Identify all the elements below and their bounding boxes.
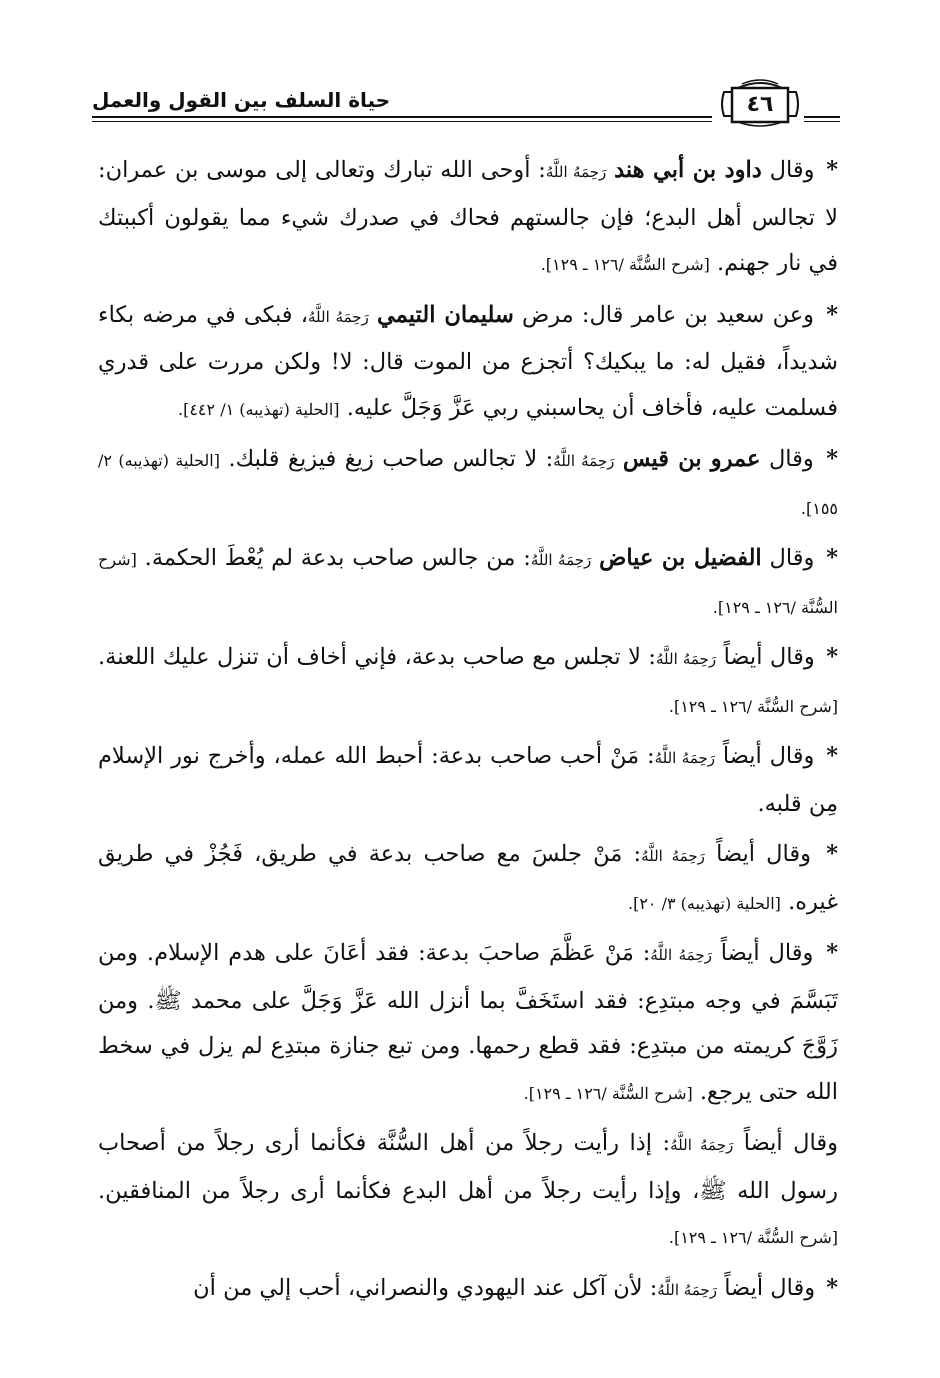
honorific: رَحِمَهُ اللَّهُ xyxy=(545,163,607,181)
bullet-marker: * xyxy=(826,841,839,867)
quote-text: : لأن آكل عند اليهودي والنصراني، أحب إلي من أن xyxy=(193,1274,658,1301)
quote-text: : من جالس صاحب بدعة لم يُعْطَ الحكمة. xyxy=(144,545,531,571)
source-reference: [الحلية (تهذيبه) ٢/ ١٥٥]. xyxy=(98,451,838,518)
honorific: رَحِمَهُ اللَّهُ xyxy=(656,650,717,668)
honorific: رَحِمَهُ اللَّهُ xyxy=(654,749,716,767)
paragraph xyxy=(98,1121,838,1261)
paragraph xyxy=(98,536,838,630)
source-reference: [شرح السُّنَّة /١٢٦ ـ ١٢٩]. xyxy=(668,696,838,716)
bullet-marker: * xyxy=(826,940,839,966)
lead-in: وقال أيضاً xyxy=(723,644,815,670)
quote-text: : إذا رأيت رجلاً من أهل السُّنَّة فكأنما أرى رجلاً من أصحاب رسول الله ﷺ، وإذا رأيت رجلاً من أهل البدع فكأنما أرى رجلاً من المنافقين. xyxy=(98,1130,838,1204)
narrator-name: داود بن أبي هند xyxy=(614,157,762,183)
bullet-marker: * xyxy=(826,446,839,472)
page-header xyxy=(92,74,840,130)
quote-text: : مَنْ أحب صاحب بدعة: أحبط الله عمله، وأخرج نور الإسلام مِن قلبه. xyxy=(98,743,838,817)
narrator-name: عمرو بن قيس xyxy=(622,446,761,472)
honorific: رَحِمَهُ اللَّهُ xyxy=(670,1136,734,1154)
header-rule-thin xyxy=(92,121,712,122)
bullet-marker: * xyxy=(826,157,839,183)
quote-text: ، فبكى في مرضه بكاء شديداً، فقيل له: ما يبكيك؟ أتجزع من الموت قال: لا! ولكن مررت على قدري فسلمت عليه، فأخاف أن يحاسبني ربي عَزَّ وَجَلَّ عليه. xyxy=(98,301,838,421)
honorific: رَحِمَهُ اللَّهُ xyxy=(650,946,712,964)
source-reference: [الحلية (تهذيبه) ٣/ ٢٠]. xyxy=(627,893,781,913)
lead-in: وقال xyxy=(769,157,815,183)
lead-in: وقال أيضاً xyxy=(724,1274,816,1301)
header-rule-right-thin xyxy=(804,121,840,122)
bullet-marker: * xyxy=(826,301,838,328)
paragraph xyxy=(98,437,838,531)
honorific: رَحِمَهُ اللَّهُ xyxy=(530,551,592,569)
lead-in: وقال xyxy=(768,446,814,472)
lead-in: وقال أيضاً xyxy=(743,1130,838,1156)
bullet-marker: * xyxy=(826,644,839,670)
lead-in: وقال أيضاً xyxy=(716,841,812,867)
body-text xyxy=(98,148,838,1318)
paragraph xyxy=(98,148,838,288)
page-number: ٤٦ xyxy=(746,92,774,117)
source-reference: [الحلية (تهذيبه) ١/ ٤٤٢]. xyxy=(178,399,340,419)
source-reference: [شرح السُّنَّة /١٢٦ ـ ١٢٩]. xyxy=(98,550,838,617)
honorific: رَحِمَهُ اللَّهُ xyxy=(553,452,615,470)
header-rule-right xyxy=(804,116,840,118)
honorific: رَحِمَهُ اللَّهُ xyxy=(308,307,369,326)
running-title: حياة السلف بين القول والعمل xyxy=(92,88,391,112)
paragraph xyxy=(98,931,838,1116)
quote-text: : أوحى الله تبارك وتعالى إلى موسى بن عمران: لا تجالس أهل البدع؛ فإن جالستهم فحاك في صدرك شيء مما يقولون أكببتك في نار جهنم. xyxy=(98,157,838,276)
source-reference: [شرح السُّنَّة /١٢٦ ـ ١٢٩]. xyxy=(668,1228,838,1247)
source-reference: [شرح السُّنَّة /١٢٦ ـ ١٢٩]. xyxy=(540,255,710,274)
paragraph xyxy=(98,635,838,729)
quote-text: : لا تجلس مع صاحب بدعة، فإني أخاف أن تنزل عليك اللعنة. xyxy=(98,644,656,670)
honorific: رَحِمَهُ اللَّهُ xyxy=(641,847,705,865)
lead-in: وعن سعيد بن عامر قال: مرض xyxy=(522,301,815,328)
narrator-name: الفضيل بن عياض xyxy=(599,545,762,571)
lead-in: وقال xyxy=(769,545,815,571)
source-reference: [شرح السُّنَّة /١٢٦ ـ ١٢٩]. xyxy=(523,1083,693,1103)
honorific: رَحِمَهُ اللَّهُ xyxy=(657,1280,718,1299)
bullet-marker: * xyxy=(826,545,839,571)
header-rule xyxy=(92,116,712,118)
narrator-name: سليمان التيمي xyxy=(377,301,514,328)
lead-in: وقال أيضاً xyxy=(722,743,815,769)
quote-text: : مَنْ عَظَّمَ صاحبَ بدعة: فقد أعَانَ على هدم الإسلام. ومن تَبَسَّمَ في وجه مبتدِع: فقد استَخَفَّ بما أنزل الله عَزَّ وَجَلَّ على محمد ﷺ. ومن زَوَّجَ كريمته من مبتدِع: فقد قطع رحمها. ومن تبع جنازة مبتدِع لم يزل في سخط الله حتى يرجع. xyxy=(98,940,838,1105)
bullet-marker: * xyxy=(826,1274,838,1301)
page-number-badge xyxy=(718,78,802,130)
paragraph xyxy=(98,832,838,926)
paragraph xyxy=(98,293,838,433)
lead-in: وقال أيضاً xyxy=(720,940,814,966)
paragraph xyxy=(98,734,838,827)
paragraph xyxy=(98,1266,838,1314)
quote-text: : مَنْ جلسَ مع صاحب بدعة في طريق، فَجُزْ في طريق غيره. xyxy=(98,841,838,915)
quote-text: : لا تجالس صاحب زيغ فيزيغ قلبك. xyxy=(228,446,554,472)
bullet-marker: * xyxy=(826,743,839,769)
